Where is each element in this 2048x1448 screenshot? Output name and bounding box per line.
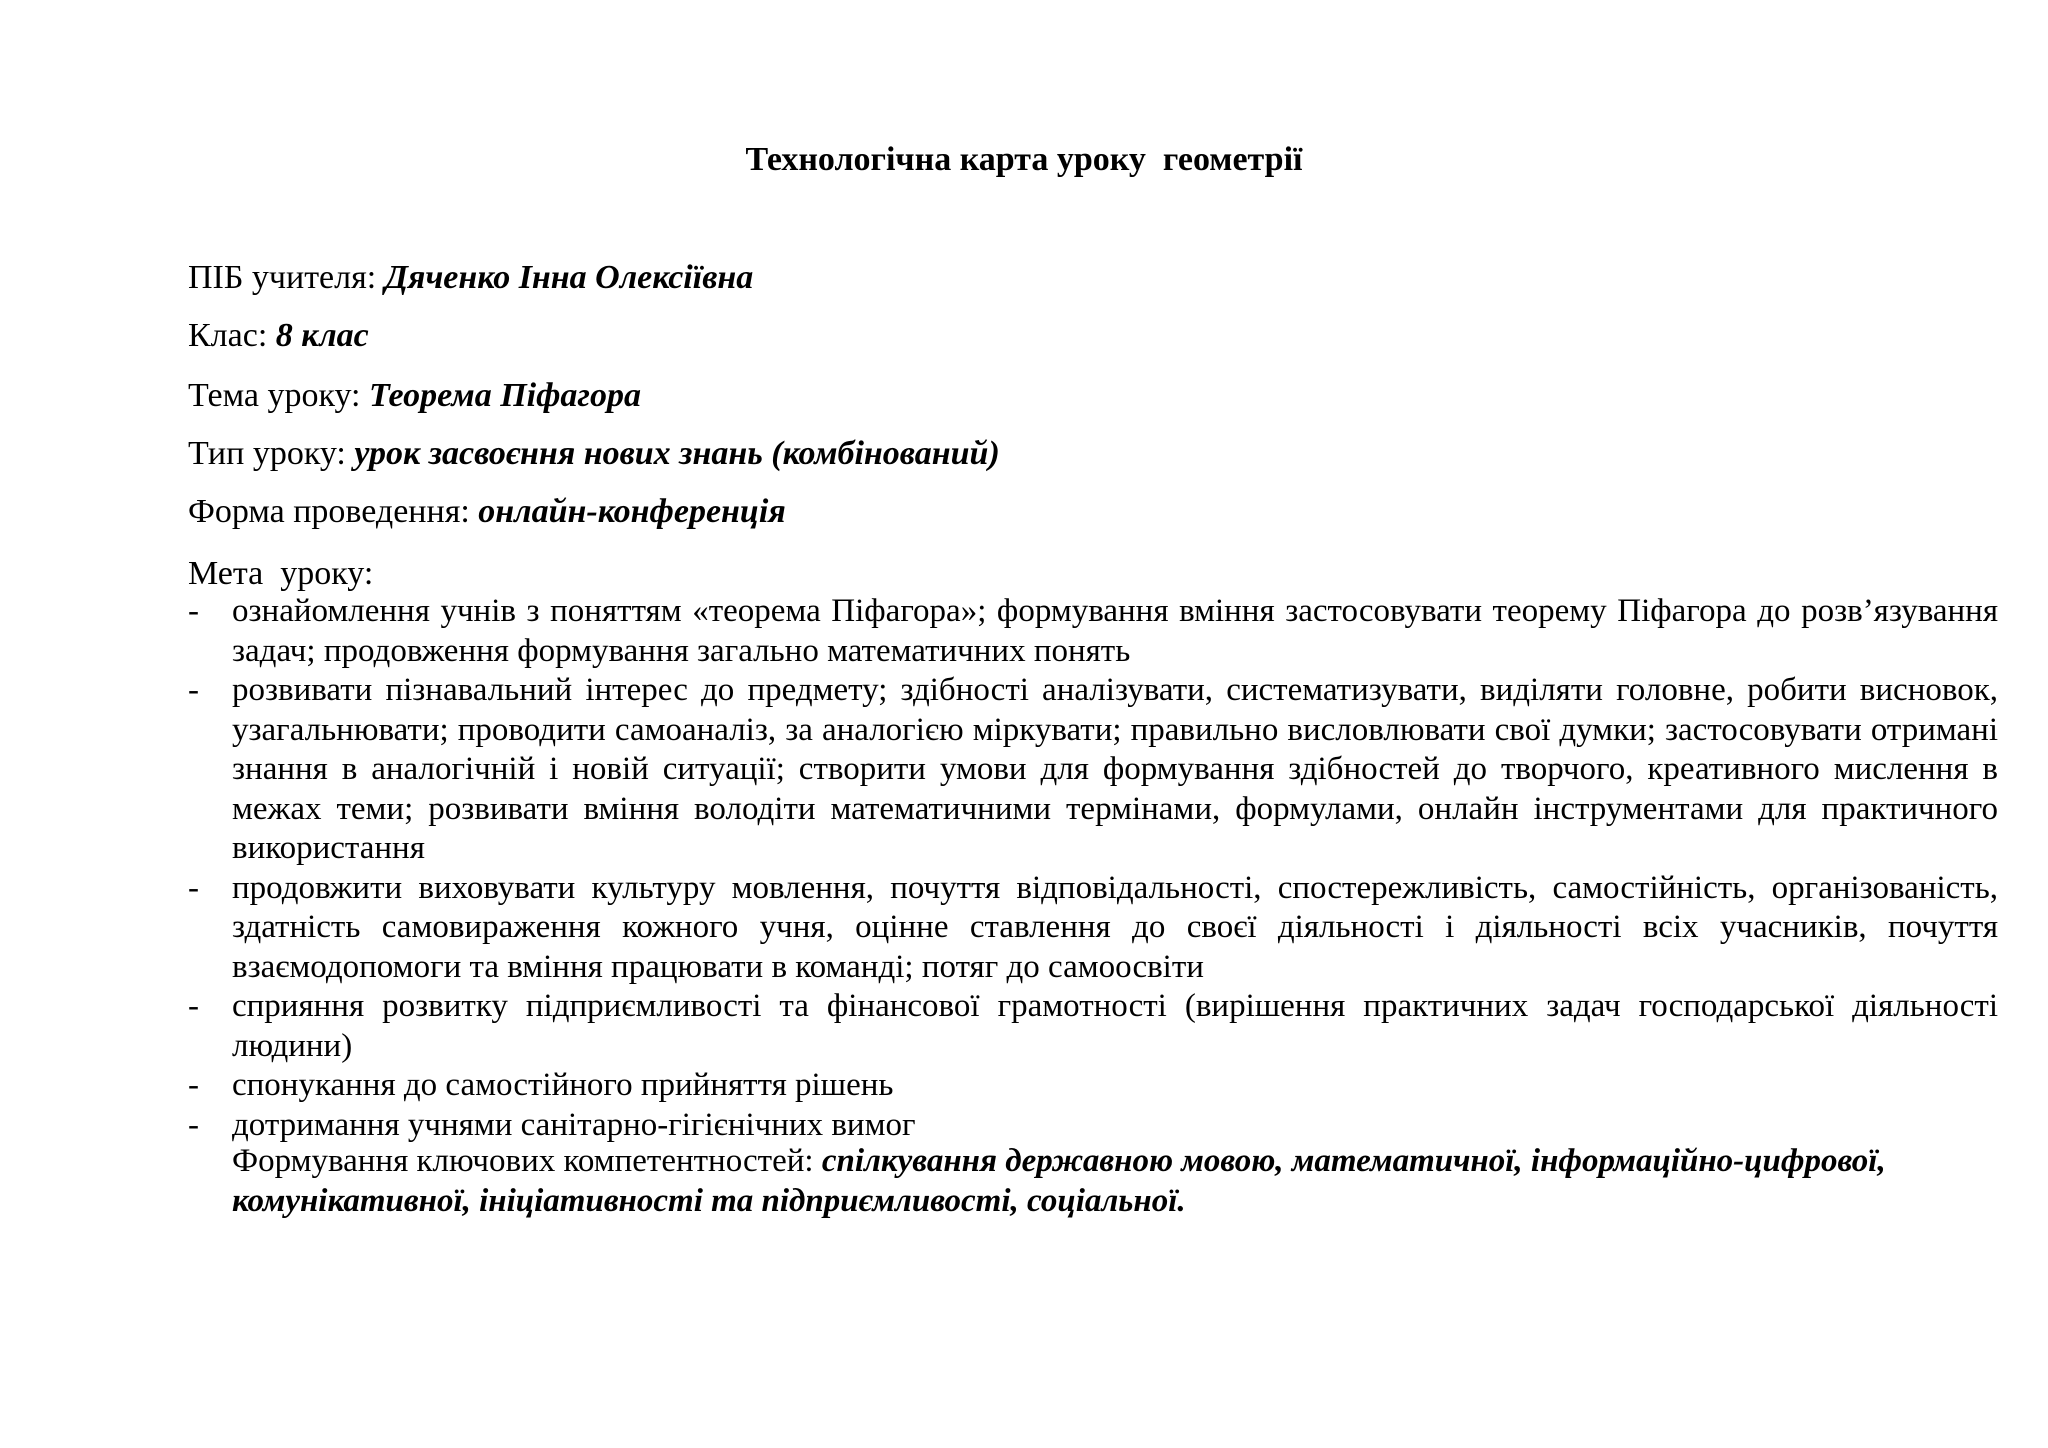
goal-item (188, 1106, 1998, 1146)
lesson-type-label: Тип уроку: (188, 435, 355, 472)
list-dash: - (188, 593, 199, 629)
goal-item (188, 671, 1998, 869)
goals-list (188, 592, 1998, 1145)
lesson-type-line (188, 432, 1000, 476)
goal-item (188, 869, 1998, 988)
goal-text: продовжити виховувати культуру мовлення, почуття відповідальності, спостережливість, самостійність, організованість, здатність самовираження кожного учня, оцінне ставлення до своєї діяльності і діяльності всіх учасників, почуття взаємодопомоги та вміння працювати в команді; потяг до самоосвіти (232, 869, 1998, 985)
goal-text: розвивати пізнавальний інтерес до предмету; здібності аналізувати, систематизувати, виділяти головне, робити висновок, узагальнювати; проводити самоаналіз, за аналогією міркувати; правильно висловлювати свої думки; застосовувати отримані знання в аналогічній і новій ситуації; створити умови для формування здібностей до творчого, креативного мислення в межах теми; розвивати вміння володіти математичними термінами, формулами, онлайн інструментами для практичного використання (232, 672, 1998, 866)
document-title: Технологічна карта уроку геометрії (745, 141, 1303, 178)
class-value: 8 клас (275, 317, 369, 354)
teacher-name-label: ПІБ учителя: (188, 259, 385, 296)
key-competencies-value: спілкування державною мовою, математичної, інформаційно-цифрової, комунікативної, ініціативності та підприємливості, соціальної. (232, 1143, 1886, 1219)
class-label: Клас: (188, 317, 276, 354)
goal-text: спонукання до самостійного прийняття рішень (232, 1067, 894, 1103)
key-competencies (232, 1142, 1998, 1221)
key-competencies-label: Формування ключових компетентностей: (232, 1143, 822, 1179)
teacher-name-value: Дяченко Інна Олексіївна (384, 259, 754, 296)
goal-text: сприяння розвитку підприємливості та фінансової грамотності (вирішення практичних задач господарської діяльності людини) (232, 988, 1998, 1064)
goals-heading: Мета уроку: (188, 555, 374, 592)
lesson-form-value: онлайн-конференція (478, 493, 786, 530)
goal-text: ознайомлення учнів з поняттям «теорема Піфагора»; формування вміння застосовувати теорему Піфагора до розв’язування задач; продовження формування загально математичних понять (232, 593, 1998, 669)
list-dash: - (188, 1067, 199, 1103)
list-dash: - (188, 1106, 199, 1143)
list-dash: - (188, 869, 199, 906)
lesson-topic-line (188, 374, 641, 418)
list-dash: - (188, 672, 199, 708)
list-dash: - (188, 988, 199, 1024)
goal-item (188, 1066, 1998, 1106)
class-line (188, 314, 369, 358)
lesson-topic-value: Теорема Піфагора (368, 377, 641, 414)
goal-item (188, 592, 1998, 671)
lesson-type-value: урок засвоєння нових знань (комбінований) (354, 435, 1000, 472)
goal-item (188, 987, 1998, 1066)
teacher-name-line (188, 256, 753, 300)
lesson-form-label: Форма проведення: (188, 493, 479, 530)
lesson-form-line (188, 490, 786, 534)
goal-text: дотримання учнями санітарно-гігієнічних вимог (232, 1106, 916, 1143)
lesson-topic-label: Тема уроку: (188, 377, 369, 414)
